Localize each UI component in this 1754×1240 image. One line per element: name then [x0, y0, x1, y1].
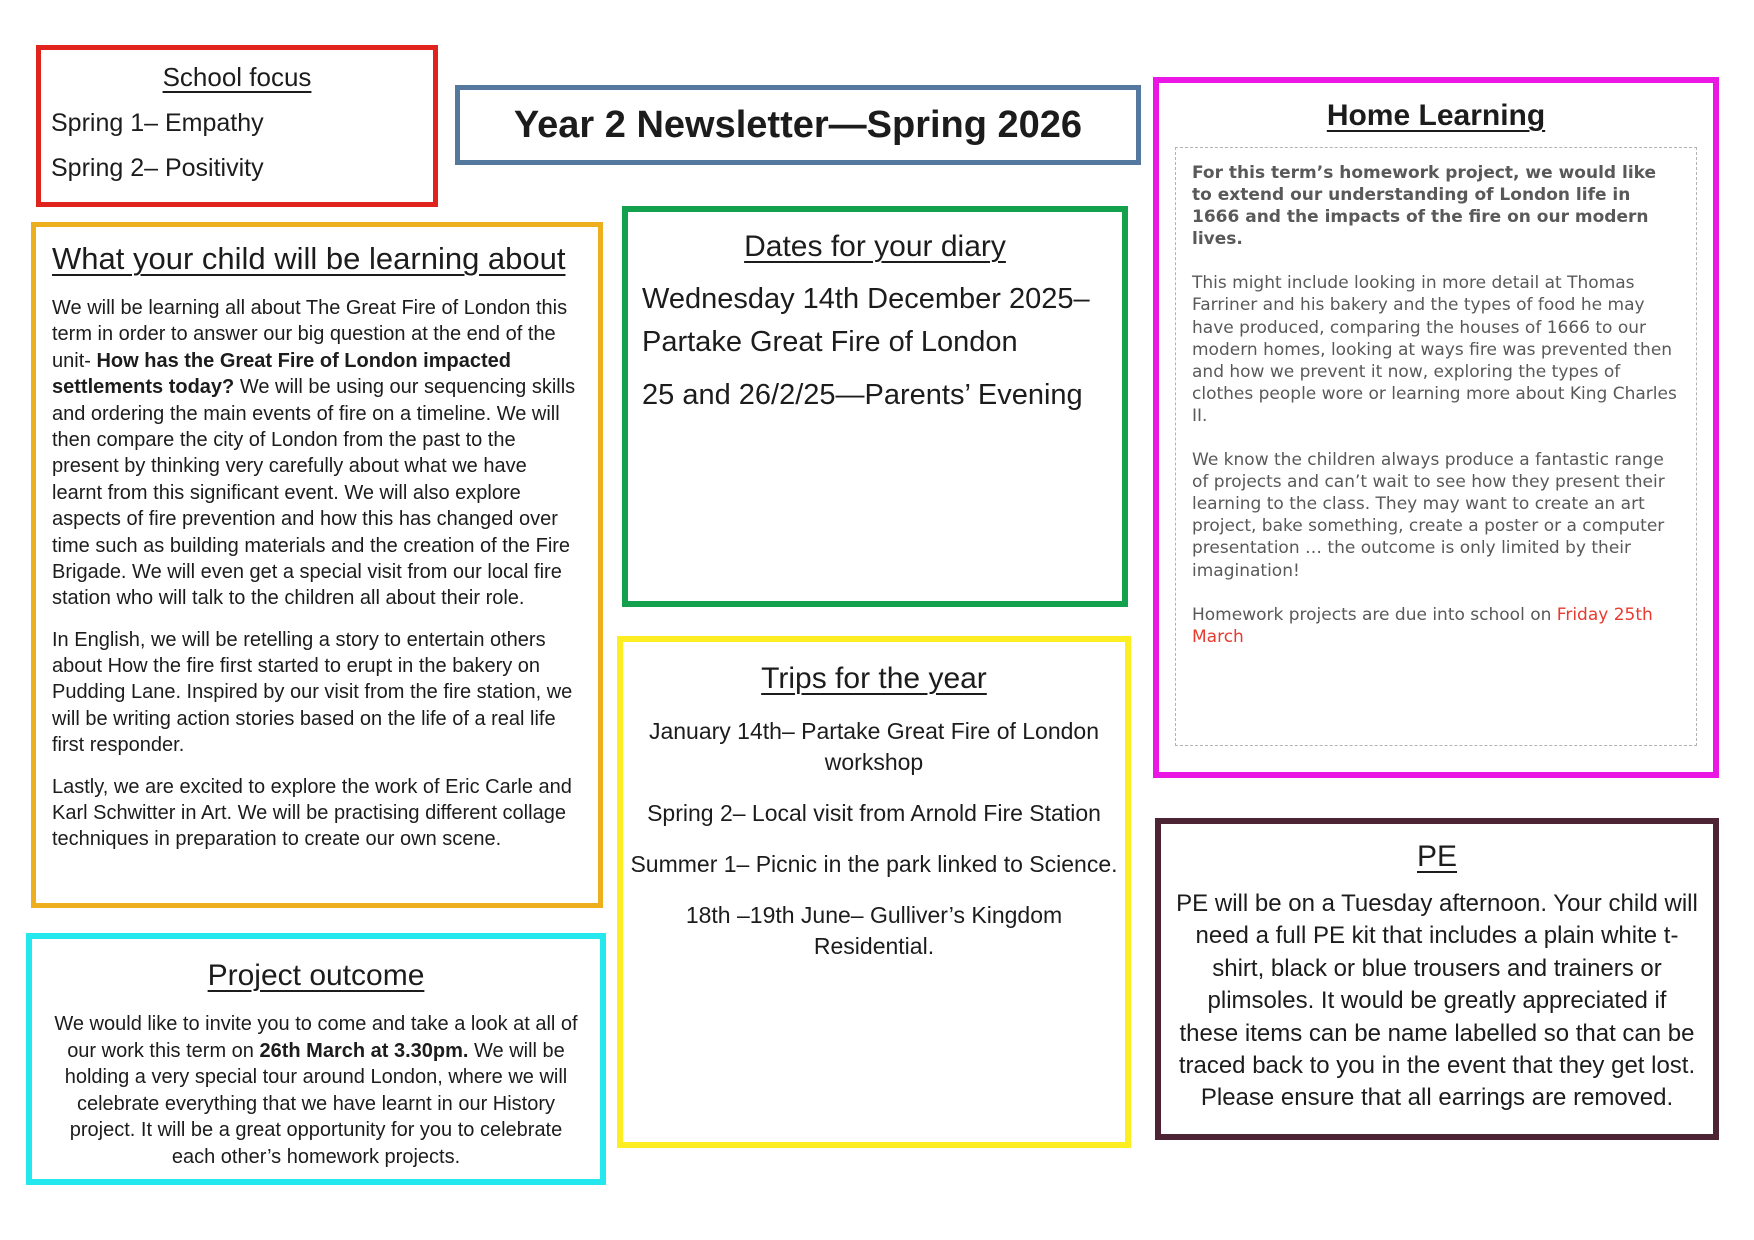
home-learning-inner-panel [1175, 147, 1697, 746]
pe-title: PE [1416, 840, 1458, 873]
learning-p1-text: We will be learning all about The Great Fire of London this term in order to answer our big question at the end of the unit- [52, 297, 568, 372]
home-learning-title: Home Learning [1326, 99, 1546, 132]
home-learning-paragraph-2: This might include looking in more detail at Thomas Farriner and his bakery and the types of food he may have produced, comparing the houses of 1666 to our modern homes, looking at ways fire was prevented then and how we prevent it now, exploring the types of clothes people wore or learning more about King Charles II. [1192, 273, 1677, 426]
learning-p1-text: We will be using our sequencing skills and ordering the main events of fire on a timeline. We will then compare the city of London from the past to the present by thinking very carefully about what we have learnt from this significant event. We will also explore aspects of fire prevention and how this has changed over time such as building materials and the creation of the Fire Brigade. We will even get a special visit from our local fire station who will talk to the children all about their role. [52, 376, 576, 610]
homework-due-date: Friday 25th March [1192, 604, 1653, 647]
pe-box [1155, 818, 1719, 1140]
home-learning-due-line [1192, 604, 1680, 648]
trip-item: 18th –19th June– Gulliver’s Kingdom Residential. [685, 902, 1063, 960]
dates-box [622, 206, 1128, 607]
home-learning-paragraph-1: For this term’s homework project, we would like to extend our understanding of London life in 1666 and the impacts of the fire on our modern lives. [1192, 163, 1657, 250]
project-text: We would like to invite you to come and take a look at all of our work this term on [54, 1013, 578, 1062]
learning-paragraph-1 [52, 295, 582, 612]
trip-item: Summer 1– Picnic in the park linked to Science. [630, 851, 1118, 878]
trips-box [617, 636, 1131, 1148]
trip-item: Spring 2– Local visit from Arnold Fire Station [647, 800, 1101, 827]
due-line-text: Homework projects are due into school on [1192, 604, 1557, 625]
trip-item: January 14th– Partake Great Fire of London workshop [648, 718, 1100, 776]
project-text: We will be holding a very special tour around London, where we will celebrate everything that we have learnt in our History project. It will be a great opportunity for you to celebrate each other’s homework projects. [64, 1039, 568, 1168]
school-focus-box [36, 45, 438, 207]
project-outcome-title: Project outcome [207, 959, 425, 992]
project-outcome-text [46, 1011, 586, 1171]
home-learning-box [1153, 77, 1719, 778]
school-focus-title: School focus [162, 62, 312, 92]
learning-box [31, 222, 603, 908]
diary-date: 25 and 26/2/25—Parents’ Evening [642, 378, 1083, 411]
school-focus-item: Spring 1– Empathy [51, 109, 264, 137]
pe-text: PE will be on a Tuesday afternoon. Your child will need a full PE kit that includes a plain white t-shirt, black or blue trousers and trainers or plimsoles. It would be greatly appreciated if these items can be name labelled so that can be traced back to you in the event that they get lost. Please ensure that all earrings are removed. [1176, 890, 1698, 1112]
school-focus-item: Spring 2– Positivity [51, 154, 264, 182]
learning-paragraph-3: Lastly, we are excited to explore the work of Eric Carle and Karl Schwitter in Art. We will be practising different collage techniques in preparation to create our own scene. [52, 775, 572, 851]
home-learning-paragraph-3: We know the children always produce a fantastic range of projects and can’t wait to see how they present their learning to the class. They may want to create an art project, bake something, create a poster or a computer presentation … the outcome is only limited by their imagination! [1192, 450, 1665, 581]
page-title: Year 2 Newsletter—Spring 2026 [513, 103, 1083, 146]
learning-big-question: How has the Great Fire of London impacted settlements today? [52, 349, 511, 399]
learning-title: What your child will be learning about [52, 241, 566, 276]
trips-title: Trips for the year [761, 662, 987, 695]
project-outcome-box [26, 933, 606, 1185]
diary-date: Wednesday 14th December 2025– Partake Great Fire of London [642, 283, 1090, 358]
learning-paragraph-2: In English, we will be retelling a story to entertain others about How the fire first started to erupt in the bakery on Pudding Lane. Inspired by our visit from the fire station, we will be writing action stories based on the life of a real life first responder. [52, 628, 573, 757]
dates-title: Dates for your diary [744, 230, 1006, 263]
newsletter-title-box [455, 85, 1141, 165]
project-date: 26th March at 3.30pm. [259, 1039, 475, 1062]
